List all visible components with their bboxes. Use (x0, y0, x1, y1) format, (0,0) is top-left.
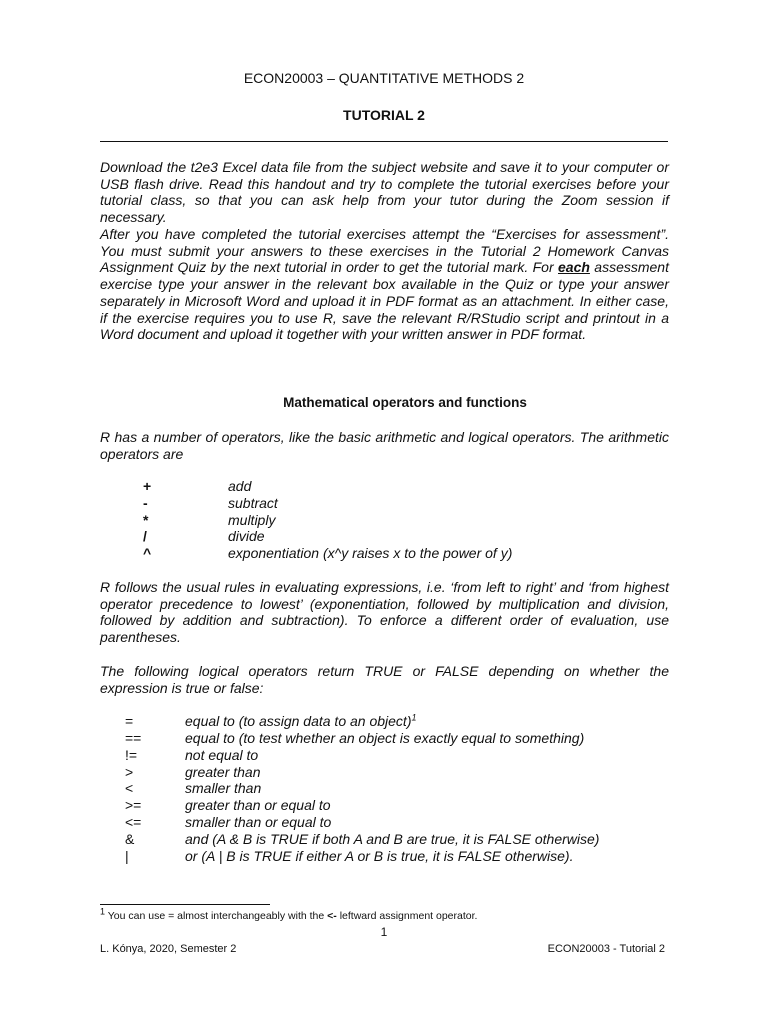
footnote-divider (100, 904, 270, 905)
operator-symbol: > (125, 764, 134, 780)
operator-symbol: * (143, 512, 149, 528)
page-number: 1 (380, 925, 388, 939)
logical-intro: The following logical operators return TRUE or FALSE depending on whether the expression is true or false: (100, 663, 669, 696)
footnote-text-2: leftward assignment operator. (336, 910, 478, 922)
operator-description (185, 713, 417, 730)
operator-description: greater than (185, 764, 261, 780)
footer-author: L. Kónya, 2020, Semester 2 (100, 943, 237, 955)
intro-paragraph-1: Download the t2e3 Excel data file from the subject website and save it to your computer or USB flash drive. Read this handout and try to complete the tutorial exercises before your tutorial class, so that you can ask help from your tutor during the Zoom session if necessary. (100, 159, 669, 226)
operator-description: or (A | B is TRUE if either A or B is true, it is FALSE otherwise). (185, 848, 574, 864)
operator-symbol: + (143, 478, 152, 494)
operator-symbol: & (125, 831, 135, 847)
arithmetic-intro: R has a number of operators, like the basic arithmetic and logical operators. The arithmetic operators are (100, 429, 669, 462)
footnote-text-1: You can use = almost interchangeably with the (107, 910, 328, 922)
operator-description: exponentiation (x^y raises x to the power of y) (228, 545, 513, 561)
section-heading: Mathematical operators and functions (283, 395, 527, 410)
operator-description: not equal to (185, 747, 259, 763)
operator-description-text: equal to (to assign data to an object) (185, 713, 412, 729)
operator-symbol: ^ (143, 545, 152, 561)
course-title: ECON20003 – QUANTITATIVE METHODS 2 (243, 70, 525, 86)
operator-description: subtract (228, 495, 278, 511)
intro-p2-text-2: assessment exercise type your answer in the relevant box available in the Quiz or type your answer separately in Microsoft Word and upload it in PDF format as an attachment. In either case, if the exercise requires you to use R, save the relevant R/RStudio script and printout in a Word document and upload it together with your written answer in PDF format. (100, 259, 669, 343)
operator-description: add (228, 478, 252, 494)
intro-p2-emphasis: each (558, 259, 590, 276)
operator-description: smaller than or equal to (185, 814, 332, 830)
footnote-marker: 1 (100, 906, 106, 917)
precedence-paragraph: R follows the usual rules in evaluating expressions, i.e. ‘from left to right’ and ‘from highest operator precedence to lowest’ (exponentiation, followed by multiplication and division, followed by addition and subtraction). To enforce a different order of evaluation, use parentheses. (100, 579, 669, 646)
operator-symbol: != (125, 747, 138, 763)
operator-symbol: < (125, 780, 134, 796)
footnote (100, 906, 700, 923)
operator-description: multiply (228, 512, 276, 528)
operator-description: smaller than (185, 780, 262, 796)
intro-paragraph-2 (100, 226, 669, 343)
header-divider (100, 141, 668, 142)
operator-symbol: = (125, 713, 134, 729)
operator-description: and (A & B is TRUE if both A and B are true, it is FALSE otherwise) (185, 831, 600, 847)
operator-symbol: == (125, 730, 142, 746)
operator-symbol: / (143, 528, 147, 544)
tutorial-title: TUTORIAL 2 (343, 107, 425, 123)
footnote-emphasis: <- (327, 910, 337, 922)
operator-symbol: | (125, 848, 129, 864)
operator-symbol: - (143, 495, 148, 511)
footnote-reference: 1 (411, 712, 417, 723)
operator-symbol: <= (125, 814, 142, 830)
operator-description: divide (228, 528, 265, 544)
footer-course: ECON20003 - Tutorial 2 (547, 943, 665, 955)
intro-p2-text-1: After you have completed the tutorial exercises attempt the “Exercises for assessment”. You must submit your answers to these exercises in the Tutorial 2 Homework Canvas Assignment Quiz by the next tutorial in order to get the tutorial mark. For (100, 226, 669, 276)
operator-description: equal to (to test whether an object is exactly equal to something) (185, 730, 585, 746)
operator-symbol: >= (125, 797, 142, 813)
operator-description: greater than or equal to (185, 797, 331, 813)
